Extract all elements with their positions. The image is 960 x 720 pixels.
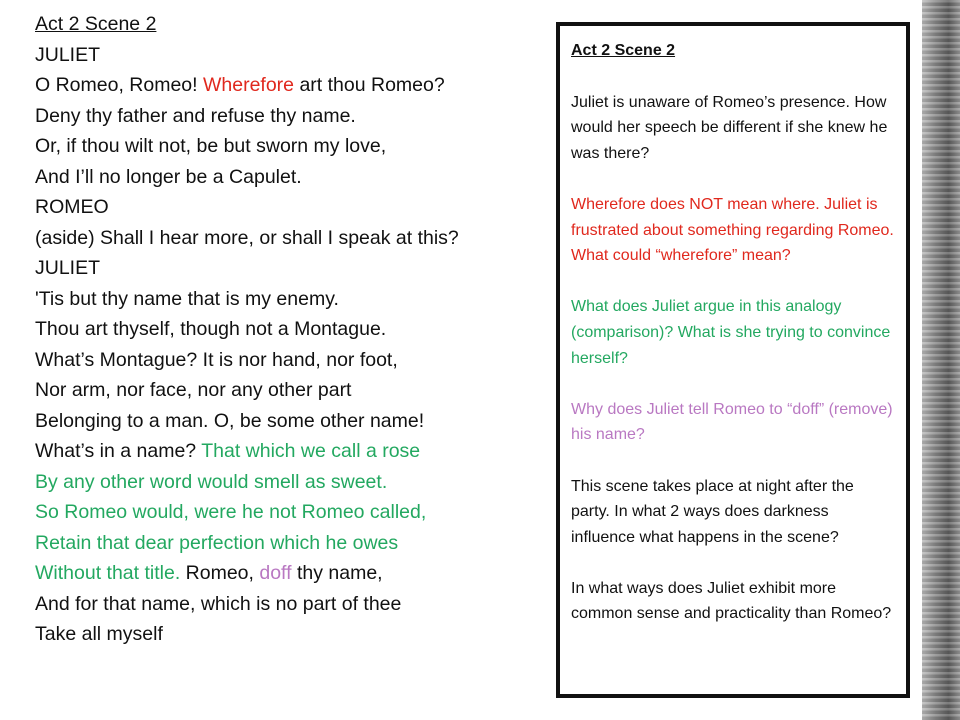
note-darkness: This scene takes place at night after the party. In what 2 ways does darkness influence what happens in the scene? xyxy=(571,477,854,546)
script-line xyxy=(35,223,545,254)
script-segment: By any other word would smell as sweet. xyxy=(35,470,388,493)
script-segment: doff xyxy=(259,562,292,584)
script-segment: And I’ll no longer be a Capulet. xyxy=(35,165,302,188)
script-line xyxy=(35,70,545,101)
script-line xyxy=(35,284,545,315)
script-line xyxy=(35,40,545,71)
script-segment: Thou art thyself, though not a Montague. xyxy=(35,318,387,340)
script-excerpt xyxy=(35,9,545,650)
script-line xyxy=(35,375,545,406)
script-line xyxy=(35,253,545,284)
note-common-sense: In what ways does Juliet exhibit more common sense and practicality than Romeo? xyxy=(571,579,892,623)
script-line xyxy=(35,406,545,437)
script-segment: So Romeo would, were he not Romeo called, xyxy=(35,501,427,523)
note-awareness: Juliet is unaware of Romeo’s presence. How would her speech be different if she knew he was there? xyxy=(571,93,888,162)
note-analogy: What does Juliet argue in this analogy (comparison)? What is she trying to convince herself? xyxy=(571,298,891,367)
script-segment: Take all myself xyxy=(35,623,163,645)
script-segment: What’s Montague? It is nor hand, nor foot, xyxy=(35,348,398,371)
script-line xyxy=(35,619,545,650)
script-segment: Romeo, xyxy=(180,562,260,584)
script-line xyxy=(35,467,545,498)
notes-box xyxy=(556,22,910,698)
script-segment: (aside) Shall I hear more, or shall I speak at this? xyxy=(35,226,459,249)
script-segment: Without that title. xyxy=(35,562,181,584)
decorative-side-strip xyxy=(922,0,960,720)
script-line xyxy=(35,558,545,589)
script-segment: ROMEO xyxy=(35,196,109,218)
script-segment: Act 2 Scene 2 xyxy=(35,13,157,35)
script-segment: Belonging to a man. O, be some other name! xyxy=(35,409,425,432)
script-segment: Deny thy father and refuse thy name. xyxy=(35,104,356,127)
script-line xyxy=(35,497,545,528)
script-line xyxy=(35,101,545,132)
script-segment: O Romeo, Romeo! xyxy=(35,74,203,96)
script-segment: JULIET xyxy=(35,257,101,279)
notes-title: Act 2 Scene 2 xyxy=(571,42,676,59)
note-doff: Why does Juliet tell Romeo to “doff” (remove) his name? xyxy=(571,400,893,444)
script-segment: What’s in a name? xyxy=(35,440,202,462)
script-segment: Nor arm, nor face, nor any other part xyxy=(35,379,352,401)
script-segment: 'Tis but thy name that is my enemy. xyxy=(35,287,339,310)
script-segment: And for that name, which is no part of thee xyxy=(35,592,402,615)
script-segment: thy name, xyxy=(291,562,383,584)
script-segment: art thou Romeo? xyxy=(294,74,445,96)
script-segment: JULIET xyxy=(35,43,101,66)
script-line xyxy=(35,589,545,620)
script-line xyxy=(35,162,545,193)
note-wherefore: Wherefore does NOT mean where. Juliet is frustrated about something regarding Romeo. What could “wherefore” mean? xyxy=(571,195,894,265)
script-segment: Or, if thou wilt not, be but sworn my love, xyxy=(35,135,387,157)
script-line xyxy=(35,9,545,40)
script-line xyxy=(35,192,545,223)
script-segment: Wherefore xyxy=(202,74,295,96)
script-line xyxy=(35,345,545,376)
script-line xyxy=(35,528,545,559)
script-line xyxy=(35,131,545,162)
script-line xyxy=(35,436,545,467)
script-segment: That which we call a rose xyxy=(201,440,421,462)
script-segment: Retain that dear perfection which he owes xyxy=(35,531,399,554)
script-line xyxy=(35,314,545,345)
